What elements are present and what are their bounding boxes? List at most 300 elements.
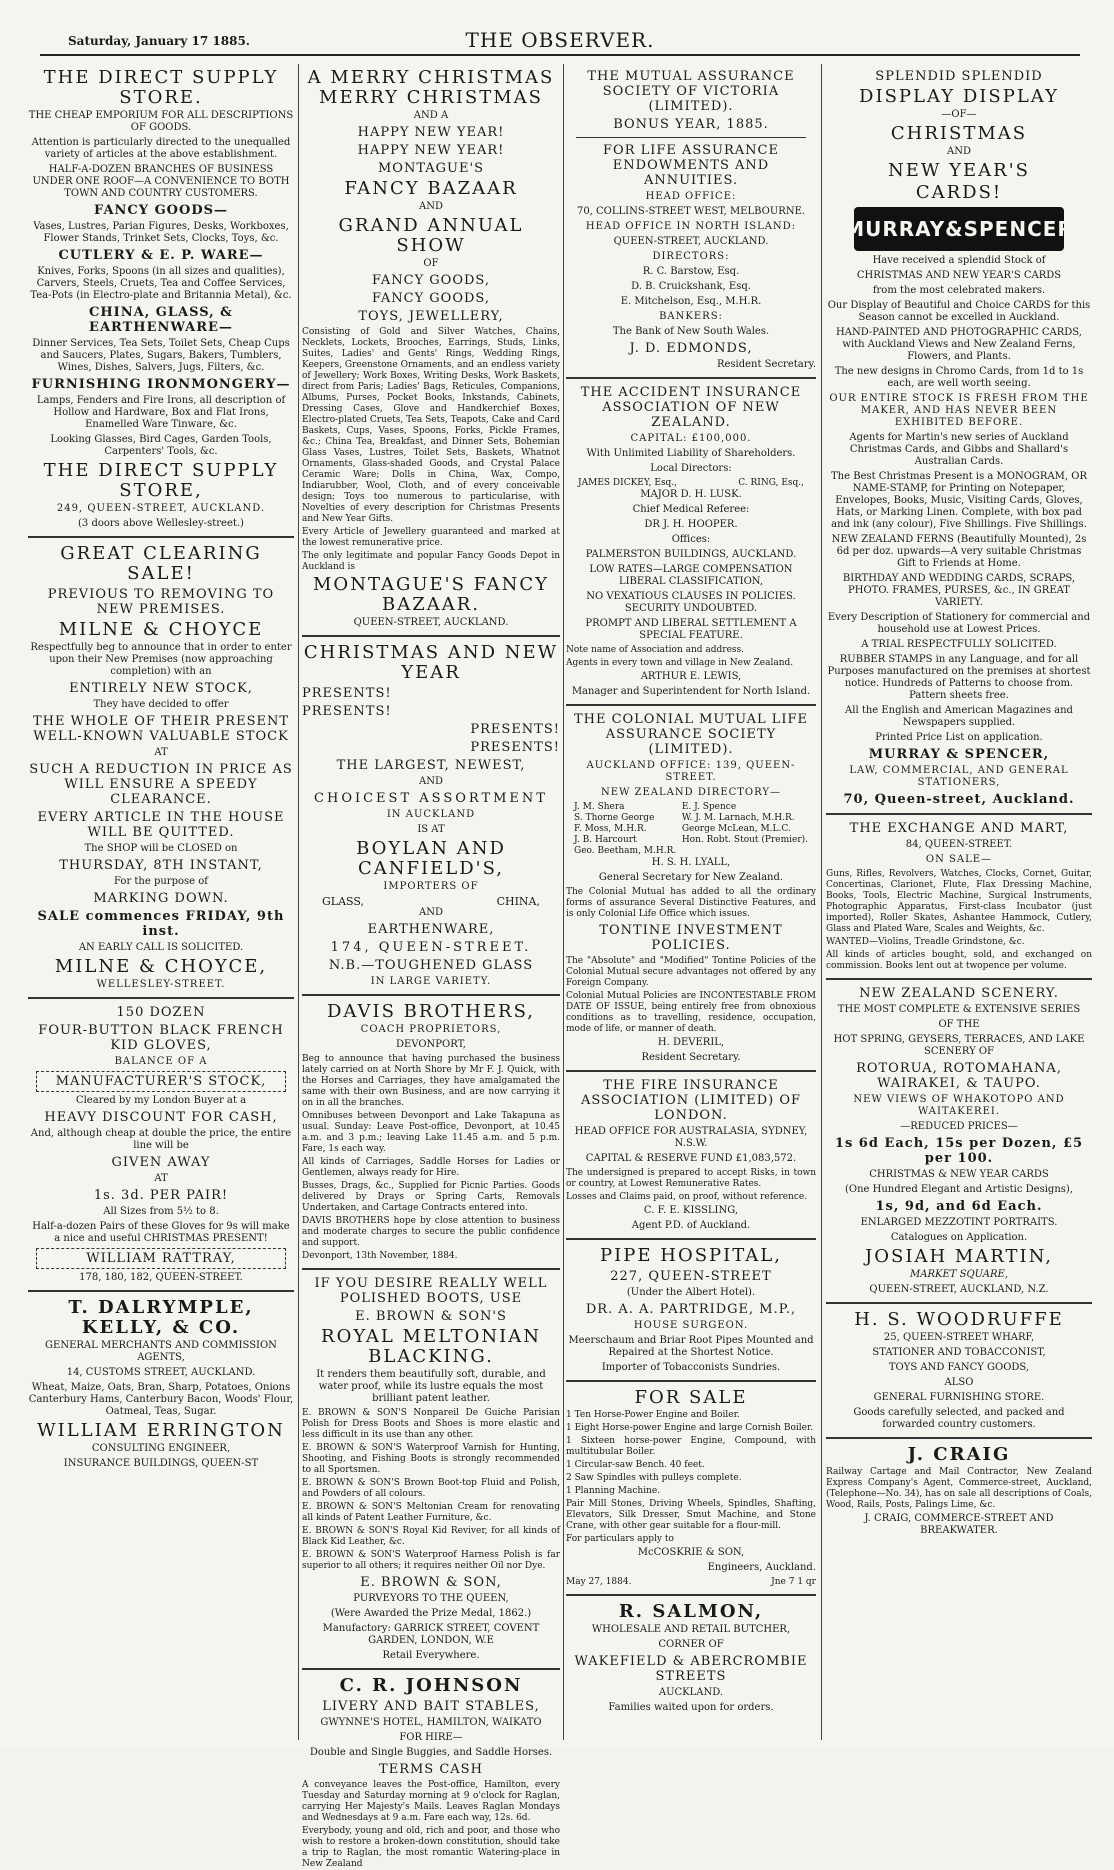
ad-text: BANKERS: bbox=[659, 311, 723, 322]
ad-text: HEAD OFFICE: bbox=[645, 191, 737, 202]
section-heading: CUTLERY & E. P. WARE— bbox=[58, 248, 264, 263]
ad-headline: WILLIAM ERRINGTON bbox=[37, 1420, 285, 1441]
ad-divider bbox=[28, 997, 294, 999]
ad-address: WAKEFIELD & ABERCROMBIE STREETS bbox=[574, 1654, 808, 1684]
column-1 bbox=[28, 66, 294, 1738]
ad-body: Every Article of Jewellery guaranteed and marked at the lowest remunerative price. bbox=[302, 527, 560, 548]
ad-text: C. RING, Esq., bbox=[738, 478, 804, 488]
section-heading: FURNISHING IRONMONGERY— bbox=[31, 377, 291, 392]
ad-text: EARTHENWARE, bbox=[367, 922, 495, 937]
ad-divider bbox=[302, 994, 560, 996]
ad-date: May 27, 1884. bbox=[566, 1577, 632, 1587]
ad-headline: JOSIAH MARTIN, bbox=[865, 1246, 1053, 1267]
ad-text: Respectfully beg to announce that in order to enter upon their New Premises (now approaching completion) with an bbox=[30, 642, 292, 677]
ad-text: J. D. EDMONDS, bbox=[629, 341, 753, 356]
ad-headline: C. R. JOHNSON bbox=[339, 1675, 523, 1696]
ad-text: Catalogues on Application. bbox=[890, 1232, 1028, 1243]
ad-address: QUEEN-STREET, AUCKLAND. bbox=[613, 236, 769, 247]
ad-text: Wheat, Maize, Oats, Bran, Sharp, Potatoes, Onions Canterbury Hams, Canterbury Bacon, Woods' Flour, Oatmeal, Teas, Sugar. bbox=[28, 1382, 294, 1417]
paper-title: THE OBSERVER. bbox=[465, 28, 655, 52]
section-heading: FANCY GOODS— bbox=[93, 203, 228, 218]
ad-address: QUEEN-STREET, AUCKLAND, N.Z. bbox=[869, 1284, 1049, 1295]
ad-text: ARTHUR E. LEWIS, bbox=[640, 671, 742, 682]
ad-text: —OF— bbox=[941, 109, 977, 120]
ad-headline: THE DIRECT SUPPLY STORE. bbox=[43, 67, 279, 108]
ad-text: AND bbox=[419, 907, 443, 918]
ad-date: Devonport, 13th November, 1884. bbox=[302, 1251, 458, 1261]
ad-text: FANCY GOODS, bbox=[371, 291, 490, 306]
ad-davis-brothers bbox=[302, 1002, 560, 1262]
ad-text: Half-a-dozen Pairs of these Gloves for 9s will make a nice and useful CHRISTMAS PRESENT! bbox=[32, 1221, 290, 1244]
sale-item: 1 Planning Machine. bbox=[566, 1486, 661, 1496]
ad-text: DEVONPORT, bbox=[396, 1039, 466, 1050]
ad-text: Agents for Martin's new series of Auckland Christmas Cards, and Gibbs and Shallard's Australian Cards. bbox=[849, 432, 1069, 467]
ad-text: THE LARGEST, NEWEST, bbox=[336, 758, 526, 773]
ad-headline: NEW ZEALAND SCENERY. bbox=[859, 986, 1059, 1001]
ad-text: NEW ZEALAND DIRECTORY— bbox=[601, 787, 781, 798]
ad-text: AN EARLY CALL IS SOLICITED. bbox=[78, 942, 244, 953]
ad-headline: CARDS! bbox=[915, 182, 1003, 203]
ad-text: (Were Awarded the Prize Medal, 1862.) bbox=[330, 1608, 532, 1619]
ad-address: 227, QUEEN-STREET bbox=[610, 1269, 772, 1284]
ad-text: AND bbox=[419, 776, 443, 787]
director-name: E. J. Spence bbox=[681, 802, 737, 812]
ad-address: AUCKLAND OFFICE: 139, QUEEN-STREET. bbox=[586, 760, 796, 783]
ad-text: CHRISTMAS & NEW YEAR CARDS bbox=[869, 1169, 1049, 1180]
ad-text: SUCH A REDUCTION IN PRICE AS WILL ENSURE A SPEEDY CLEARANCE. bbox=[29, 762, 293, 807]
ad-text: McCOSKRIE & SON, bbox=[637, 1547, 745, 1558]
ad-text: E. Mitchelson, Esq., M.H.R. bbox=[620, 296, 762, 307]
ad-headline: NEW YEAR'S bbox=[888, 160, 1030, 181]
ad-address: J. CRAIG, COMMERCE-STREET AND BREAKWATER. bbox=[864, 1513, 1054, 1536]
ad-divider bbox=[302, 1668, 560, 1670]
ad-text: IMPORTERS OF bbox=[383, 881, 479, 892]
ad-body: All kinds of articles bought, sold, and exchanged on commission. Books lent out at twopence per volume. bbox=[826, 950, 1092, 971]
ad-text: HOT SPRING, GEYSERS, TERRACES, AND LAKE SCENERY OF bbox=[833, 1034, 1085, 1057]
column-divider bbox=[563, 64, 564, 1740]
ad-text: Printed Price List on application. bbox=[875, 732, 1043, 743]
ad-text: HAPPY NEW YEAR! bbox=[357, 143, 505, 158]
ad-headline: FOR SALE bbox=[634, 1387, 748, 1408]
ad-exchange-mart bbox=[826, 821, 1092, 972]
ad-text: GIVEN AWAY bbox=[111, 1155, 211, 1170]
ad-text: AT bbox=[154, 747, 168, 758]
ad-divider bbox=[566, 1070, 816, 1072]
ad-text-pair bbox=[302, 896, 560, 907]
ad-text: DR J. H. HOOPER. bbox=[644, 519, 738, 530]
ad-pipe-hospital bbox=[566, 1246, 816, 1374]
ad-direct-supply-store bbox=[28, 68, 294, 530]
ad-text: Attention is particularly directed to the unequalled variety of articles at the above establishment. bbox=[31, 137, 291, 160]
ad-text: NEW VIEWS OF WHAKOTOPO AND WAITAKEREI. bbox=[853, 1094, 1065, 1117]
ad-text: FANCY GOODS, bbox=[371, 273, 490, 288]
ad-boylan-canfield bbox=[302, 643, 560, 988]
ad-headline: THE COLONIAL MUTUAL LIFE ASSURANCE SOCIETY (LIMITED). bbox=[573, 712, 809, 757]
ad-salmon-butcher bbox=[566, 1602, 816, 1714]
column-2 bbox=[302, 66, 560, 1869]
ad-address: 25, QUEEN-STREET WHARF, bbox=[883, 1332, 1035, 1343]
ad-text: ROTORUA, ROTOMAHANA, WAIRAKEI, & TAUPO. bbox=[856, 1061, 1062, 1091]
ad-headline: MURRAY & SPENCER, bbox=[868, 747, 1050, 762]
ad-text: CHINA, bbox=[496, 895, 540, 908]
ad-text: D. B. Cruickshank, Esq. bbox=[631, 281, 751, 292]
ad-text: Cleared by my London Buyer at a bbox=[75, 1095, 247, 1106]
ad-subheadline: THE CHEAP EMPORIUM FOR ALL DESCRIPTIONS OF GOODS. bbox=[28, 110, 294, 133]
ad-body: Colonial Mutual Policies are INCONTESTABLE FROM DATE OF ISSUE, being entirely free from obnoxious conditions as to travelling, residence, occupation, mode of life, or manner of death. bbox=[566, 991, 816, 1034]
ad-text: BALANCE OF A bbox=[114, 1056, 208, 1067]
ad-body: E. BROWN & SON'S Waterproof Varnish for Hunting, Shooting, and Fishing Boots is strongly recommended to all Sportsmen. bbox=[302, 1443, 560, 1475]
ad-kid-gloves bbox=[28, 1005, 294, 1284]
ad-text: Meerschaum and Briar Root Pipes Mounted and Repaired at the Shortest Notice. bbox=[568, 1335, 814, 1358]
ad-address: 70, Queen-street, Auckland. bbox=[843, 792, 1075, 807]
ad-text: IS AT bbox=[417, 824, 445, 835]
ad-text: 1s. 3d. PER PAIR! bbox=[93, 1188, 229, 1203]
ad-text: —REDUCED PRICES— bbox=[900, 1121, 1018, 1132]
director-name: S. Thorne George bbox=[574, 813, 655, 823]
ad-text: MAJOR D. H. LUSK. bbox=[640, 489, 742, 500]
ad-body: The only legitimate and popular Fancy Goods Depot in Auckland is bbox=[302, 551, 560, 572]
ad-murray-spencer bbox=[826, 69, 1092, 807]
ad-text: COACH PROPRIETORS, bbox=[360, 1024, 502, 1035]
director-name: W. J. M. Larnach, M.H.R. bbox=[681, 813, 795, 823]
ad-text: Families waited upon for orders. bbox=[608, 1702, 774, 1713]
ad-text: And, although cheap at double the price, the entire line will be bbox=[30, 1128, 292, 1151]
ad-text: C. F. E. KISSLING, bbox=[643, 1205, 739, 1216]
ad-divider bbox=[566, 377, 816, 379]
ad-text: CHRISTMAS AND NEW YEAR'S CARDS bbox=[856, 270, 1062, 281]
ad-mutual-assurance bbox=[566, 69, 816, 371]
director-name: George McLean, M.L.C. bbox=[681, 824, 791, 834]
ad-body: Note name of Association and address. bbox=[566, 645, 745, 655]
directory-right bbox=[682, 802, 808, 857]
ad-errington bbox=[28, 1421, 294, 1470]
ad-body: The undersigned is prepared to accept Risks, in town or country, at Lowest Remunerative Rates. bbox=[566, 1168, 816, 1189]
ad-text: Double and Single Buggies, and Saddle Horses. bbox=[309, 1747, 553, 1758]
ad-address: WELLESLEY-STREET. bbox=[96, 979, 226, 990]
ad-headline: CHRISTMAS AND NEW YEAR bbox=[303, 642, 559, 683]
ad-headline: R. SALMON, bbox=[618, 1601, 764, 1622]
ad-text: The SHOP will be CLOSED on bbox=[84, 843, 238, 854]
ad-text: NO VEXATIOUS CLAUSES IN POLICIES. SECURITY UNDOUBTED. bbox=[586, 591, 796, 614]
ad-meltonian-blacking bbox=[302, 1276, 560, 1662]
ad-text: THE MOST COMPLETE & EXTENSIVE SERIES bbox=[837, 1004, 1081, 1015]
ad-body: Losses and Claims paid, on proof, without reference. bbox=[566, 1192, 808, 1202]
ad-text: Resident Secretary. bbox=[716, 359, 816, 370]
ad-divider bbox=[566, 1380, 816, 1382]
ad-body: Busses, Drags, &c., Supplied for Picnic Parties. Goods delivered by Drays or Spring Carts, Removals Undertaken, and Cartage Contracts entered into. bbox=[302, 1181, 560, 1213]
ad-text: HOUSE SURGEON. bbox=[633, 1320, 749, 1331]
ad-headline: SPLENDID SPLENDID bbox=[875, 69, 1043, 84]
ad-text: Vases, Lustres, Parian Figures, Desks, Workboxes, Flower Stands, Trinket Sets, Clocks, Toys, &c. bbox=[33, 221, 289, 244]
ad-divider bbox=[826, 978, 1092, 980]
ad-headline: J. CRAIG bbox=[907, 1444, 1011, 1465]
ad-body: Railway Cartage and Mail Contractor, New Zealand Express Company's Agent, Commerce-street, Auckland, (Telephone—No. 34), has on sale all descriptions of Coals, Wood, Rails, Posts, Palings Lime, &c. bbox=[826, 1467, 1092, 1510]
ad-headline: THE MUTUAL ASSURANCE SOCIETY OF VICTORIA (LIMITED). bbox=[587, 69, 795, 114]
ad-body: Everybody, young and old, rich and poor, and those who wish to restore a broken-down constitution, should take a trip to Raglan, the most romantic Watering-place in New Zealand bbox=[302, 1826, 560, 1869]
ad-address: Manufactory: GARRICK STREET, COVENT GARDEN, LONDON, W.E bbox=[322, 1623, 540, 1646]
ad-headline: PIPE HOSPITAL, bbox=[600, 1245, 782, 1266]
section-heading: CHINA, GLASS, & EARTHENWARE— bbox=[89, 305, 233, 335]
ad-body: E. BROWN & SON'S Royal Kid Reviver, for all kinds of Black Kid Leather, &c. bbox=[302, 1526, 560, 1547]
ad-text: HALF-A-DOZEN BRANCHES OF BUSINESS UNDER ONE ROOF—A CONVENIENCE TO BOTH TOWN AND COUNTRY CUSTOMERS. bbox=[32, 164, 290, 199]
ad-text: SALE commences FRIDAY, 9th inst. bbox=[37, 909, 285, 939]
ad-headline: MONTAGUE'S bbox=[377, 161, 484, 176]
ad-divider bbox=[28, 1290, 294, 1292]
ad-text: LAW, COMMERCIAL, AND GENERAL STATIONERS, bbox=[849, 765, 1069, 788]
director-name: J. M. Shera bbox=[574, 802, 625, 812]
column-3 bbox=[566, 66, 816, 1738]
ad-text: HEAVY DISCOUNT FOR CASH, bbox=[44, 1110, 278, 1125]
ad-text: MANUFACTURER'S STOCK, bbox=[36, 1071, 286, 1092]
ad-address: 70, COLLINS-STREET WEST, MELBOURNE. bbox=[576, 206, 806, 217]
ad-address: 249, QUEEN-STREET, AUCKLAND. bbox=[56, 503, 266, 514]
ad-text-pair bbox=[566, 478, 816, 489]
ad-text: TERMS CASH bbox=[379, 1762, 483, 1777]
ad-text: The new designs in Chromo Cards, from 1d to 1s each, are well worth seeing. bbox=[834, 366, 1084, 389]
ad-body: A conveyance leaves the Post-office, Hamilton, every Tuesday and Saturday morning at 9 o'clock for Raglan, carrying Her Majesty's Mails. Leaves Raglan Mondays and Wednesdays at 9 a.m. Fare each way, 12s. 6d. bbox=[302, 1780, 560, 1823]
ad-divider bbox=[566, 1238, 816, 1240]
ad-text: Importer of Tobacconists Sundries. bbox=[601, 1362, 781, 1373]
ad-address: INSURANCE BUILDINGS, QUEEN-ST bbox=[63, 1458, 259, 1469]
director-name: J. B. Harcourt bbox=[574, 835, 637, 845]
ad-headline: E. BROWN & SON, bbox=[360, 1575, 502, 1590]
ad-text: (Under the Albert Hotel). bbox=[626, 1287, 756, 1298]
ad-text: OUR ENTIRE STOCK IS FRESH FROM THE MAKER, AND HAS NEVER BEEN EXHIBITED BEFORE. bbox=[829, 393, 1089, 428]
ad-divider bbox=[566, 704, 816, 706]
ad-text: Engineers, Auckland. bbox=[707, 1562, 816, 1573]
ad-text: WHOLESALE AND RETAIL BUTCHER, bbox=[591, 1624, 791, 1635]
ad-text: The Best Christmas Present is a MONOGRAM, OR NAME-STAMP, for Printing on Notepaper, Envelopes, Books, Music, Visiting Cards, Gloves, Hats, or Marking Linen. Complete, with box pad and ink (any colour), Five Shillings. Five Shillings. bbox=[831, 471, 1087, 530]
sale-item: 2 Saw Spindles with pulleys complete. bbox=[566, 1473, 742, 1483]
ad-subheadline: PREVIOUS TO REMOVING TO NEW PREMISES. bbox=[47, 587, 275, 617]
masthead bbox=[40, 24, 1080, 56]
ad-montagues-bazaar bbox=[302, 68, 560, 629]
ad-headline: FOUR-BUTTON BLACK FRENCH KID GLOVES, bbox=[38, 1023, 284, 1053]
ad-text: BONUS YEAR, 1885. bbox=[613, 117, 769, 132]
ad-text: ALSO bbox=[944, 1377, 974, 1388]
ad-text: THE WHOLE OF THEIR PRESENT WELL-KNOWN VALUABLE STOCK bbox=[32, 714, 290, 744]
ad-body: Beg to announce that having purchased the business lately carried on at North Shore by Mr F. J. Quick, with the Horses and Carriages, they have amalgamated the same with their own Business, and are now carrying it on in all the branches. bbox=[302, 1054, 560, 1108]
ad-text: RUBBER STAMPS in any Language, and for all Purposes manufactured on the premises at shortest notice. Hundreds of Patterns to choose from. Pattern sheets free. bbox=[827, 654, 1091, 701]
ad-text: H. S. H. LYALL, bbox=[651, 857, 731, 868]
ad-address: PALMERSTON BUILDINGS, AUCKLAND. bbox=[585, 549, 797, 560]
ad-text: Jne 7 1 qr bbox=[771, 1577, 816, 1587]
ad-divider bbox=[826, 1437, 1092, 1439]
ad-text: AT bbox=[154, 1173, 168, 1184]
ad-text: Agent P.D. of Auckland. bbox=[631, 1220, 751, 1231]
ad-headline: MILNE & CHOYCE bbox=[58, 619, 264, 640]
ad-headline: ROYAL MELTONIAN BLACKING. bbox=[321, 1326, 541, 1367]
director-name: F. Moss, M.H.R. bbox=[574, 824, 647, 834]
ad-text: MARKING DOWN. bbox=[93, 891, 229, 906]
ad-nz-scenery bbox=[826, 986, 1092, 1296]
ad-text: AND bbox=[419, 201, 443, 212]
ad-for-sale bbox=[566, 1388, 816, 1588]
ad-text: PROMPT AND LIBERAL SETTLEMENT A SPECIAL FEATURE. bbox=[585, 618, 797, 641]
ad-text: NEW ZEALAND FERNS (Beautifully Mounted), 2s 6d per doz. upwards—A very suitable Christmas Gift to Friends at Home. bbox=[831, 534, 1087, 569]
director-name: Hon. Robt. Stout (Premier). bbox=[681, 835, 808, 845]
ad-body: Omnibuses between Devonport and Lake Takapuna as usual. Sunday: Leave Post-office, Devonport, at 10.45 a.m. and 3 p.m.; leaving Lake 11.45 a.m. and 5 p.m. Fare, 1s each way. bbox=[302, 1111, 560, 1154]
ad-headline: H. S. WOODRUFFE bbox=[854, 1309, 1064, 1330]
ad-text: Goods carefully selected, and packed and forwarded country customers. bbox=[853, 1407, 1065, 1430]
directory-list bbox=[566, 802, 816, 857]
ad-text: (3 doors above Wellesley-street.) bbox=[78, 518, 244, 529]
ad-text: CAPITAL & RESERVE FUND £1,083,572. bbox=[585, 1153, 797, 1164]
ad-text: DIRECTORS: bbox=[652, 251, 730, 262]
ad-body: Guns, Rifles, Revolvers, Watches, Clocks, Cornet, Guitar, Concertinas, Clarionet, Flute, Flax Dressing Machine, Books, Tools, Electric Machine, Surgical Instruments, Photographic Apparatus, First-class Incubator (just imported), Roller Skates, Ashantee Hammock, Cutlery, Glass and Plated Ware, Scales and Weights, &c. bbox=[826, 869, 1092, 934]
ad-headline: IF YOU DESIRE REALLY WELL POLISHED BOOTS, USE bbox=[314, 1276, 548, 1306]
ad-text: Every Description of Stationery for commercial and household use at Lowest Prices. bbox=[827, 612, 1091, 635]
column-divider bbox=[821, 64, 822, 1740]
ad-headline: THE EXCHANGE AND MART, bbox=[849, 821, 1069, 836]
sale-item: 1 Sixteen horse-power Engine, Compound, with multitubular Boiler. bbox=[566, 1436, 816, 1457]
ad-text: TONTINE INVESTMENT POLICIES. bbox=[599, 923, 783, 953]
ad-text: HAPPY NEW YEAR! bbox=[357, 125, 505, 140]
ad-address: 178, 180, 182, QUEEN-STREET. bbox=[79, 1272, 243, 1283]
ad-text: MARKET SQUARE, bbox=[909, 1269, 1008, 1280]
ad-divider bbox=[826, 1302, 1092, 1304]
ad-text: PURVEYORS TO THE QUEEN, bbox=[353, 1593, 509, 1604]
ad-text: General Secretary for New Zealand. bbox=[598, 872, 784, 883]
ad-text: ENTIRELY NEW STOCK, bbox=[69, 681, 253, 696]
ad-text: N.B.—TOUGHENED GLASS bbox=[328, 958, 534, 973]
ad-headline: MONTAGUE'S FANCY BAZAAR. bbox=[313, 574, 549, 615]
ad-text: OF bbox=[423, 258, 439, 269]
ad-text: They have decided to offer bbox=[93, 699, 229, 710]
directory-left bbox=[574, 802, 676, 857]
ad-text: CORNER OF bbox=[658, 1639, 724, 1650]
ad-text: R. C. Barstow, Esq. bbox=[642, 266, 740, 277]
rule bbox=[576, 137, 806, 138]
ad-address: 14, CUSTOMS STREET, AUCKLAND. bbox=[66, 1367, 256, 1378]
ad-text: GLASS, bbox=[322, 895, 365, 908]
ad-body: E. BROWN & SON'S Waterproof Harness Polish is far superior to all others; it requires neither Oil nor Dye. bbox=[302, 1550, 560, 1571]
ad-text: PRESENTS! bbox=[302, 704, 392, 719]
ad-text: FOR HIRE— bbox=[399, 1732, 463, 1743]
ad-headline: GRAND ANNUAL SHOW bbox=[338, 215, 524, 256]
ad-fire-insurance bbox=[566, 1078, 816, 1232]
ad-text: OF THE bbox=[938, 1019, 980, 1030]
ad-divider bbox=[826, 813, 1092, 815]
ad-address: QUEEN-STREET, AUCKLAND. bbox=[353, 617, 509, 628]
column-divider bbox=[298, 64, 299, 1740]
ad-text: GENERAL MERCHANTS AND COMMISSION AGENTS, bbox=[45, 1340, 277, 1363]
ad-text: DR. A. A. PARTRIDGE, M.P., bbox=[585, 1302, 797, 1317]
ad-text: Looking Glasses, Bird Cages, Garden Tools, Carpenters' Tools, &c. bbox=[50, 434, 272, 457]
ad-headline: MILNE & CHOYCE, bbox=[54, 956, 268, 977]
ad-text-pair bbox=[566, 1577, 816, 1588]
murray-spencer-logo: MURRAY&SPENCER bbox=[854, 207, 1064, 251]
ad-headline: GREAT CLEARING SALE! bbox=[60, 543, 262, 584]
ad-text: STATIONER AND TOBACCONIST, bbox=[872, 1347, 1046, 1358]
ad-text: AND bbox=[947, 146, 971, 157]
ad-text: PRESENTS! bbox=[470, 722, 560, 737]
ad-text: BIRTHDAY AND WEDDING CARDS, SCRAPS, PHOTO. FRAMES, PURSES, &c., IN GREAT VARIETY. bbox=[842, 573, 1076, 608]
ad-text: Offices: bbox=[671, 534, 711, 545]
ad-divider bbox=[566, 1594, 816, 1596]
ad-body: WANTED—Violins, Treadle Grindstone, &c. bbox=[826, 937, 1025, 947]
ad-headline: THE FIRE INSURANCE ASSOCIATION (LIMITED) OF LONDON. bbox=[580, 1078, 802, 1123]
ad-accident-insurance bbox=[566, 385, 816, 698]
ad-text: For particulars apply to bbox=[566, 1534, 674, 1544]
ad-text: HEAD OFFICE FOR AUSTRALASIA, SYDNEY, N.S.W. bbox=[574, 1126, 808, 1149]
ad-woodruffe bbox=[826, 1310, 1092, 1431]
ad-text: Manager and Superintendent for North Island. bbox=[571, 686, 811, 697]
ad-body: E. BROWN & SON'S Nonpareil De Guiche Parisian Polish for Dress Boots and Shoes is more elastic and less difficult in its use than any other. bbox=[302, 1408, 560, 1440]
ad-text: Chief Medical Referee: bbox=[632, 504, 750, 515]
ad-text: PRESENTS! bbox=[302, 686, 392, 701]
ad-body: The Colonial Mutual has added to all the ordinary forms of assurance Several Distinctive Features, and is only Colonial Life Office which issues. bbox=[566, 887, 816, 919]
ad-address: 174, QUEEN-STREET. bbox=[330, 940, 532, 955]
ad-text: FOR LIFE ASSURANCE ENDOWMENTS AND ANNUITIES. bbox=[603, 143, 779, 188]
ad-headline: FANCY BAZAAR bbox=[344, 178, 518, 199]
ad-address: GWYNNE'S HOTEL, HAMILTON, WAIKATO bbox=[320, 1717, 542, 1728]
ad-text: TOYS, JEWELLERY, bbox=[358, 309, 504, 324]
sale-item: 1 Ten Horse-Power Engine and Boiler. bbox=[566, 1410, 740, 1420]
ad-text: THURSDAY, 8TH INSTANT, bbox=[59, 858, 263, 873]
issue-date: Saturday, January 17 1885. bbox=[68, 34, 250, 48]
column-4 bbox=[826, 66, 1092, 1738]
ad-text: Have received a splendid Stock of bbox=[872, 255, 1046, 266]
sale-item: Pair Mill Stones, Driving Wheels, Spindles, Shafting, Elevators, Silk Dresser, Smut Machine, and Stone Crane, with other gear suitable for a flour-mill. bbox=[566, 1499, 816, 1531]
ad-body: E. BROWN & SON'S Brown Boot-top Fluid and Polish, and Powders of all colours. bbox=[302, 1478, 560, 1499]
ad-text: IN LARGE VARIETY. bbox=[370, 976, 492, 987]
ad-text: CHOICEST ASSORTMENT bbox=[314, 791, 548, 806]
ad-text: ON SALE— bbox=[925, 854, 993, 865]
ad-text: ENLARGED MEZZOTINT PORTRAITS. bbox=[860, 1217, 1058, 1228]
ad-text: PRESENTS! bbox=[470, 740, 560, 755]
sale-item: 1 Circular-saw Bench. 40 feet. bbox=[566, 1460, 705, 1470]
ad-text: For the purpose of bbox=[114, 876, 208, 887]
ad-divider bbox=[28, 536, 294, 538]
ad-headline: BOYLAN AND CANFIELD'S, bbox=[356, 838, 506, 879]
ad-body: The "Absolute" and "Modified" Tontine Policies of the Colonial Mutual secure advantages not offered by any Foreign Company. bbox=[566, 956, 816, 988]
ad-body: All kinds of Carriages, Saddle Horses for Ladies or Gentlemen, always ready for Hire. bbox=[302, 1157, 560, 1178]
ad-text: 1s, 9d, and 6d Each. bbox=[875, 1199, 1043, 1214]
ad-headline: A MERRY CHRISTMAS MERRY CHRISTMAS bbox=[307, 67, 555, 108]
ad-address: 84, QUEEN-STREET. bbox=[905, 839, 1013, 850]
ad-text: AUCKLAND. bbox=[658, 1687, 724, 1698]
ad-headline: E. BROWN & SON'S bbox=[355, 1309, 507, 1324]
ad-text: The Bank of New South Wales. bbox=[612, 326, 770, 337]
ad-text: Lamps, Fenders and Fire Irons, all description of Hollow and Hardware, Box and Flat Irons, Enamelled Ware Tinware, &c. bbox=[36, 395, 286, 430]
ad-johnson-stables bbox=[302, 1676, 560, 1870]
ad-text: Our Display of Beautiful and Choice CARDS for this Season cannot be excelled in Auckland. bbox=[827, 300, 1091, 323]
ad-text: from the most celebrated makers. bbox=[872, 285, 1046, 296]
ad-body: E. BROWN & SON'S Meltonian Cream for renovating all kinds of Patent Leather Furniture, &c. bbox=[302, 1502, 560, 1523]
ad-text: GENERAL FURNISHING STORE. bbox=[873, 1392, 1045, 1403]
ad-text: All the English and American Magazines and Newspapers supplied. bbox=[845, 705, 1073, 728]
ad-text: 150 DOZEN bbox=[116, 1005, 206, 1020]
ad-text: Resident Secretary. bbox=[641, 1052, 741, 1063]
ad-headline: WILLIAM RATTRAY, bbox=[36, 1248, 286, 1269]
ad-text: A TRIAL RESPECTFULLY SOLICITED. bbox=[861, 639, 1057, 650]
ad-colonial-mutual bbox=[566, 712, 816, 1064]
ad-text: CONSULTING ENGINEER, bbox=[91, 1443, 231, 1454]
ad-text: Retail Everywhere. bbox=[382, 1650, 480, 1661]
ad-divider bbox=[302, 1268, 560, 1270]
ad-text: LOW RATES—LARGE COMPENSATION LIBERAL CLASSIFICATION, bbox=[589, 564, 793, 587]
ad-headline: THE ACCIDENT INSURANCE ASSOCIATION OF NEW ZEALAND. bbox=[580, 385, 802, 430]
ad-text: HAND-PAINTED AND PHOTOGRAPHIC CARDS, with Auckland Views and New Zealand Ferns, Flowers, and Plants. bbox=[836, 327, 1082, 362]
ad-text: Dinner Services, Tea Sets, Toilet Sets, Cheap Cups and Saucers, Plates, Sugars, Bakers, Tumblers, Wines, Dishes, Salvers, Jugs, Filters, &c. bbox=[32, 338, 290, 373]
ad-headline: DAVIS BROTHERS, bbox=[326, 1001, 536, 1022]
ad-text: 1s 6d Each, 15s per Dozen, £5 per 100. bbox=[834, 1136, 1084, 1166]
ad-text: H. DEVERIL, bbox=[657, 1037, 725, 1048]
ad-divider bbox=[302, 635, 560, 637]
ad-text: Knives, Forks, Spoons (in all sizes and qualities), Carvers, Steels, Cruets, Tea and Coffee Services, Tea-Pots (in Electro-plate and Britannia Metal), &c. bbox=[30, 266, 292, 301]
ad-text: HEAD OFFICE IN NORTH ISLAND: bbox=[585, 221, 797, 232]
